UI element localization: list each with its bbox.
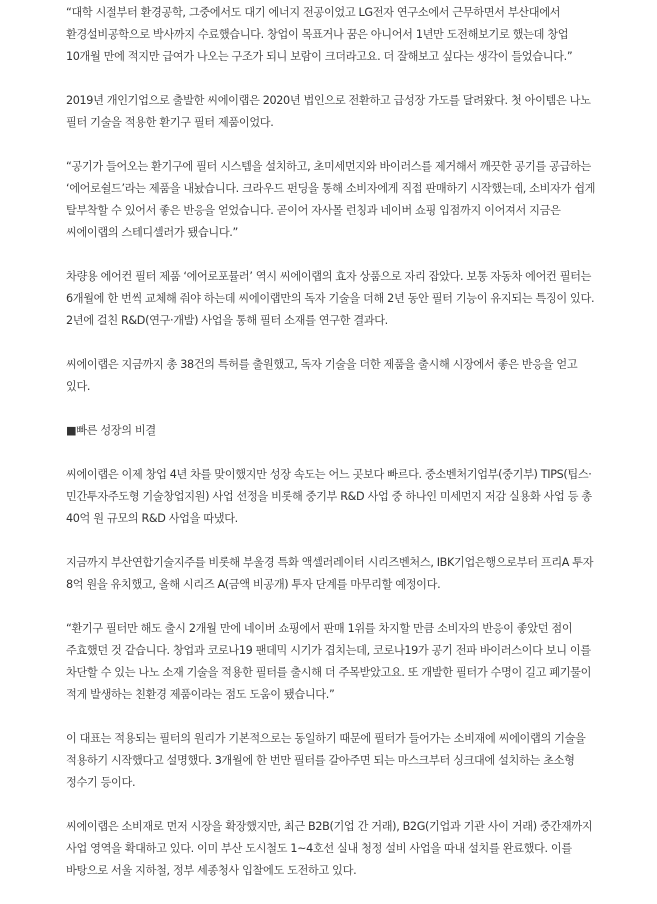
paragraph-growth-speed: 씨에이랩은 이제 창업 4년 차를 맞이했지만 성장 속도는 어느 곳보다 빠르다. 중소벤처기업부(중기부) TIPS(팁스·민간투자주도형 기술창업지원) 사업 선정을 비롯해 중기부 R&D 사업 중 하나인 미세먼지 저감 실용화 사업 등 총 40억 원 규모의 R&D 사업을 따냈다. xyxy=(66,468,592,525)
paragraph-market-expansion: 씨에이랩은 소비재로 먼저 시장을 확장했지만, 최근 B2B(기업 간 거래), B2G(기업과 기관 사이 거래) 중간재까지 사업 영역을 확대하고 있다. 이미 부산 도시철도 1~4호선 실내 청정 설비 사업을 따내 설치를 완료했다. 이를 바탕으로 서울 지하철, 정부 세종청사 입찰에도 도전하고 있다. xyxy=(66,820,593,877)
quote-paragraph-success-factors: “환기구 필터만 해도 출시 2개월 만에 네이버 쇼핑에서 판매 1위를 차지할 만큼 소비자의 반응이 좋았던 점이 주효했던 것 같습니다. 창업과 코로나19 팬데믹 시기가 겹치는데, 코로나19가 공기 전파 바이러스이다 보니 이를 차단할 수 있는 나노 소재 기술을 적용한 필터를 출시해 더 주목받았고요. 또 개발한 필터가 수명이 길고 폐기물이 적게 발생하는 친환경 제품이라는 점도 도움이 됐습니다.” xyxy=(66,622,592,701)
paragraph-filter-principle: 이 대표는 적용되는 필터의 원리가 기본적으로는 동일하기 때문에 필터가 들어가는 소비재에 씨에이랩의 기술을 적용하기 시작했다고 설명했다. 3개월에 한 번만 필터를 갈아주면 되는 마스크부터 싱크대에 설치하는 초소형 정수기 등이다. xyxy=(66,732,586,789)
paragraph-investment: 지금까지 부산연합기술지주를 비롯해 부울경 특화 액셀러레이터 시리즈벤처스, IBK기업은행으로부터 프리A 투자 8억 원을 유치했고, 올해 시리즈 A(금액 비공개) 투자 단계를 마무리할 예정이다. xyxy=(66,556,594,591)
paragraph-aeroformula: 차량용 에어컨 필터 제품 ‘에어로포뮬러’ 역시 씨에이랩의 효자 상품으로 자리 잡았다. 보통 자동차 에어컨 필터는 6개월에 한 번씩 교체해 줘야 하는데 씨에이랩만의 독자 기술을 더해 2년 동안 필터 기능이 유지되는 특징이 있다. 2년에 걸친 R&D(연구·개발) 사업을 통해 필터 소재를 연구한 결과다. xyxy=(66,270,595,327)
paragraph-patents: 씨에이랩은 지금까지 총 38건의 특허를 출원했고, 독자 기술을 더한 제품을 출시해 시장에서 좋은 반응을 얻고 있다. xyxy=(66,358,578,393)
section-heading-growth: ■빠른 성장의 비결 xyxy=(66,424,156,437)
paragraph-company-history: 2019년 개인기업으로 출발한 씨에이랩은 2020년 법인으로 전환하고 급성장 가도를 달려왔다. 첫 아이템은 나노 필터 기술을 적용한 환기구 필터 제품이었다. xyxy=(66,94,591,129)
article-body xyxy=(66,2,604,904)
quote-paragraph-founder-background: “대학 시절부터 환경공학, 그중에서도 대기 에너지 전공이었고 LG전자 연구소에서 근무하면서 부산대에서 환경설비공학으로 박사까지 수료했습니다. 창업이 목표거나 꿈은 아니어서 1년만 도전해보기로 했는데 창업 10개월 만에 적지만 급여가 나오는 구조가 되니 보람이 크더라고요. 더 잘해보고 싶다는 생각이 들었습니다.” xyxy=(66,6,573,63)
quote-paragraph-aeroshield: “공기가 들어오는 환기구에 필터 시스템을 설치하고, 초미세먼지와 바이러스를 제거해서 깨끗한 공기를 공급하는 ‘에어로쉴드’라는 제품을 내놨습니다. 크라우드 펀딩을 통해 소비자에게 직접 판매하기 시작했는데, 소비자가 쉽게 탈부착할 수 있어서 좋은 반응을 얻었습니다. 곧이어 자사몰 런칭과 네이버 쇼핑 입점까지 이어져서 지금은 씨에이랩의 스테디셀러가 됐습니다.” xyxy=(66,160,596,239)
